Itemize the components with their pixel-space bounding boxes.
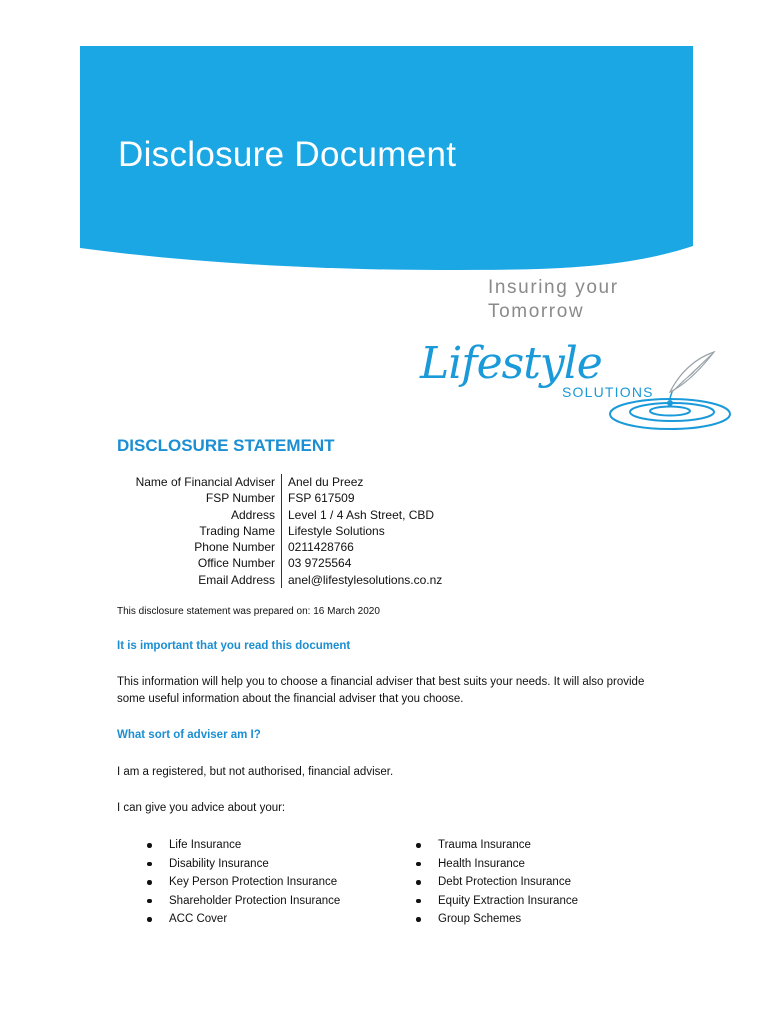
detail-row-office-number	[117, 555, 537, 571]
feather-water-icon	[596, 348, 746, 438]
detail-value: FSP 617509	[288, 491, 355, 506]
adviser-type-paragraph: I am a registered, but not authorised, financial adviser.	[117, 766, 394, 778]
detail-value: 03 9725564	[288, 556, 352, 571]
detail-row-email-address	[117, 572, 537, 588]
detail-label: Name of Financial Adviser	[117, 474, 282, 490]
important-heading: It is important that you read this document	[117, 640, 351, 652]
detail-value: Level 1 / 4 Ash Street, CBD	[288, 507, 435, 522]
list-item: Key Person Protection Insurance	[147, 873, 340, 892]
adviser-type-heading: What sort of adviser am I?	[117, 729, 261, 741]
list-item: Disability Insurance	[147, 855, 340, 874]
list-item: Group Schemes	[416, 910, 578, 929]
list-item: ACC Cover	[147, 910, 340, 929]
detail-row-adviser-name	[117, 474, 537, 490]
detail-value: 0211428766	[288, 540, 354, 555]
tagline-line-2: Tomorrow	[488, 301, 585, 322]
adviser-details-table	[117, 474, 537, 588]
advice-list-left	[147, 836, 340, 929]
detail-label: Address	[117, 507, 282, 523]
detail-value: anel@lifestylesolutions.co.nz	[288, 572, 443, 587]
prepared-date-note: This disclosure statement was prepared on: 16 March 2020	[117, 606, 380, 617]
detail-label: Phone Number	[117, 539, 282, 555]
list-item: Shareholder Protection Insurance	[147, 892, 340, 911]
list-item: Health Insurance	[416, 855, 578, 874]
detail-label: Trading Name	[117, 523, 282, 539]
disclosure-statement-heading: DISCLOSURE STATEMENT	[117, 436, 335, 455]
advice-list-right	[416, 836, 578, 929]
detail-value: Anel du Preez	[288, 475, 364, 489]
detail-label: Email Address	[117, 572, 282, 588]
detail-row-trading-name	[117, 523, 537, 539]
list-item: Life Insurance	[147, 836, 340, 855]
detail-row-address	[117, 507, 537, 523]
important-paragraph: This information will help you to choose a financial adviser that best suits your needs. It will also provide some useful information about the financial adviser that you choose.	[117, 676, 645, 705]
detail-label: FSP Number	[117, 490, 282, 506]
detail-row-fsp-number	[117, 490, 537, 506]
detail-value: Lifestyle Solutions	[288, 523, 385, 538]
detail-row-phone-number	[117, 539, 537, 555]
advice-intro: I can give you advice about your:	[117, 802, 286, 814]
list-item: Debt Protection Insurance	[416, 873, 578, 892]
logo-wordmark: Lifestyle	[420, 338, 602, 389]
detail-label: Office Number	[117, 555, 282, 571]
list-item: Equity Extraction Insurance	[416, 892, 578, 911]
tagline	[488, 276, 619, 324]
tagline-line-1: Insuring your	[488, 277, 619, 298]
logo-subtitle: SOLUTIONS	[562, 384, 654, 400]
document-title: Disclosure Document	[118, 135, 457, 174]
list-item: Trauma Insurance	[416, 836, 578, 855]
